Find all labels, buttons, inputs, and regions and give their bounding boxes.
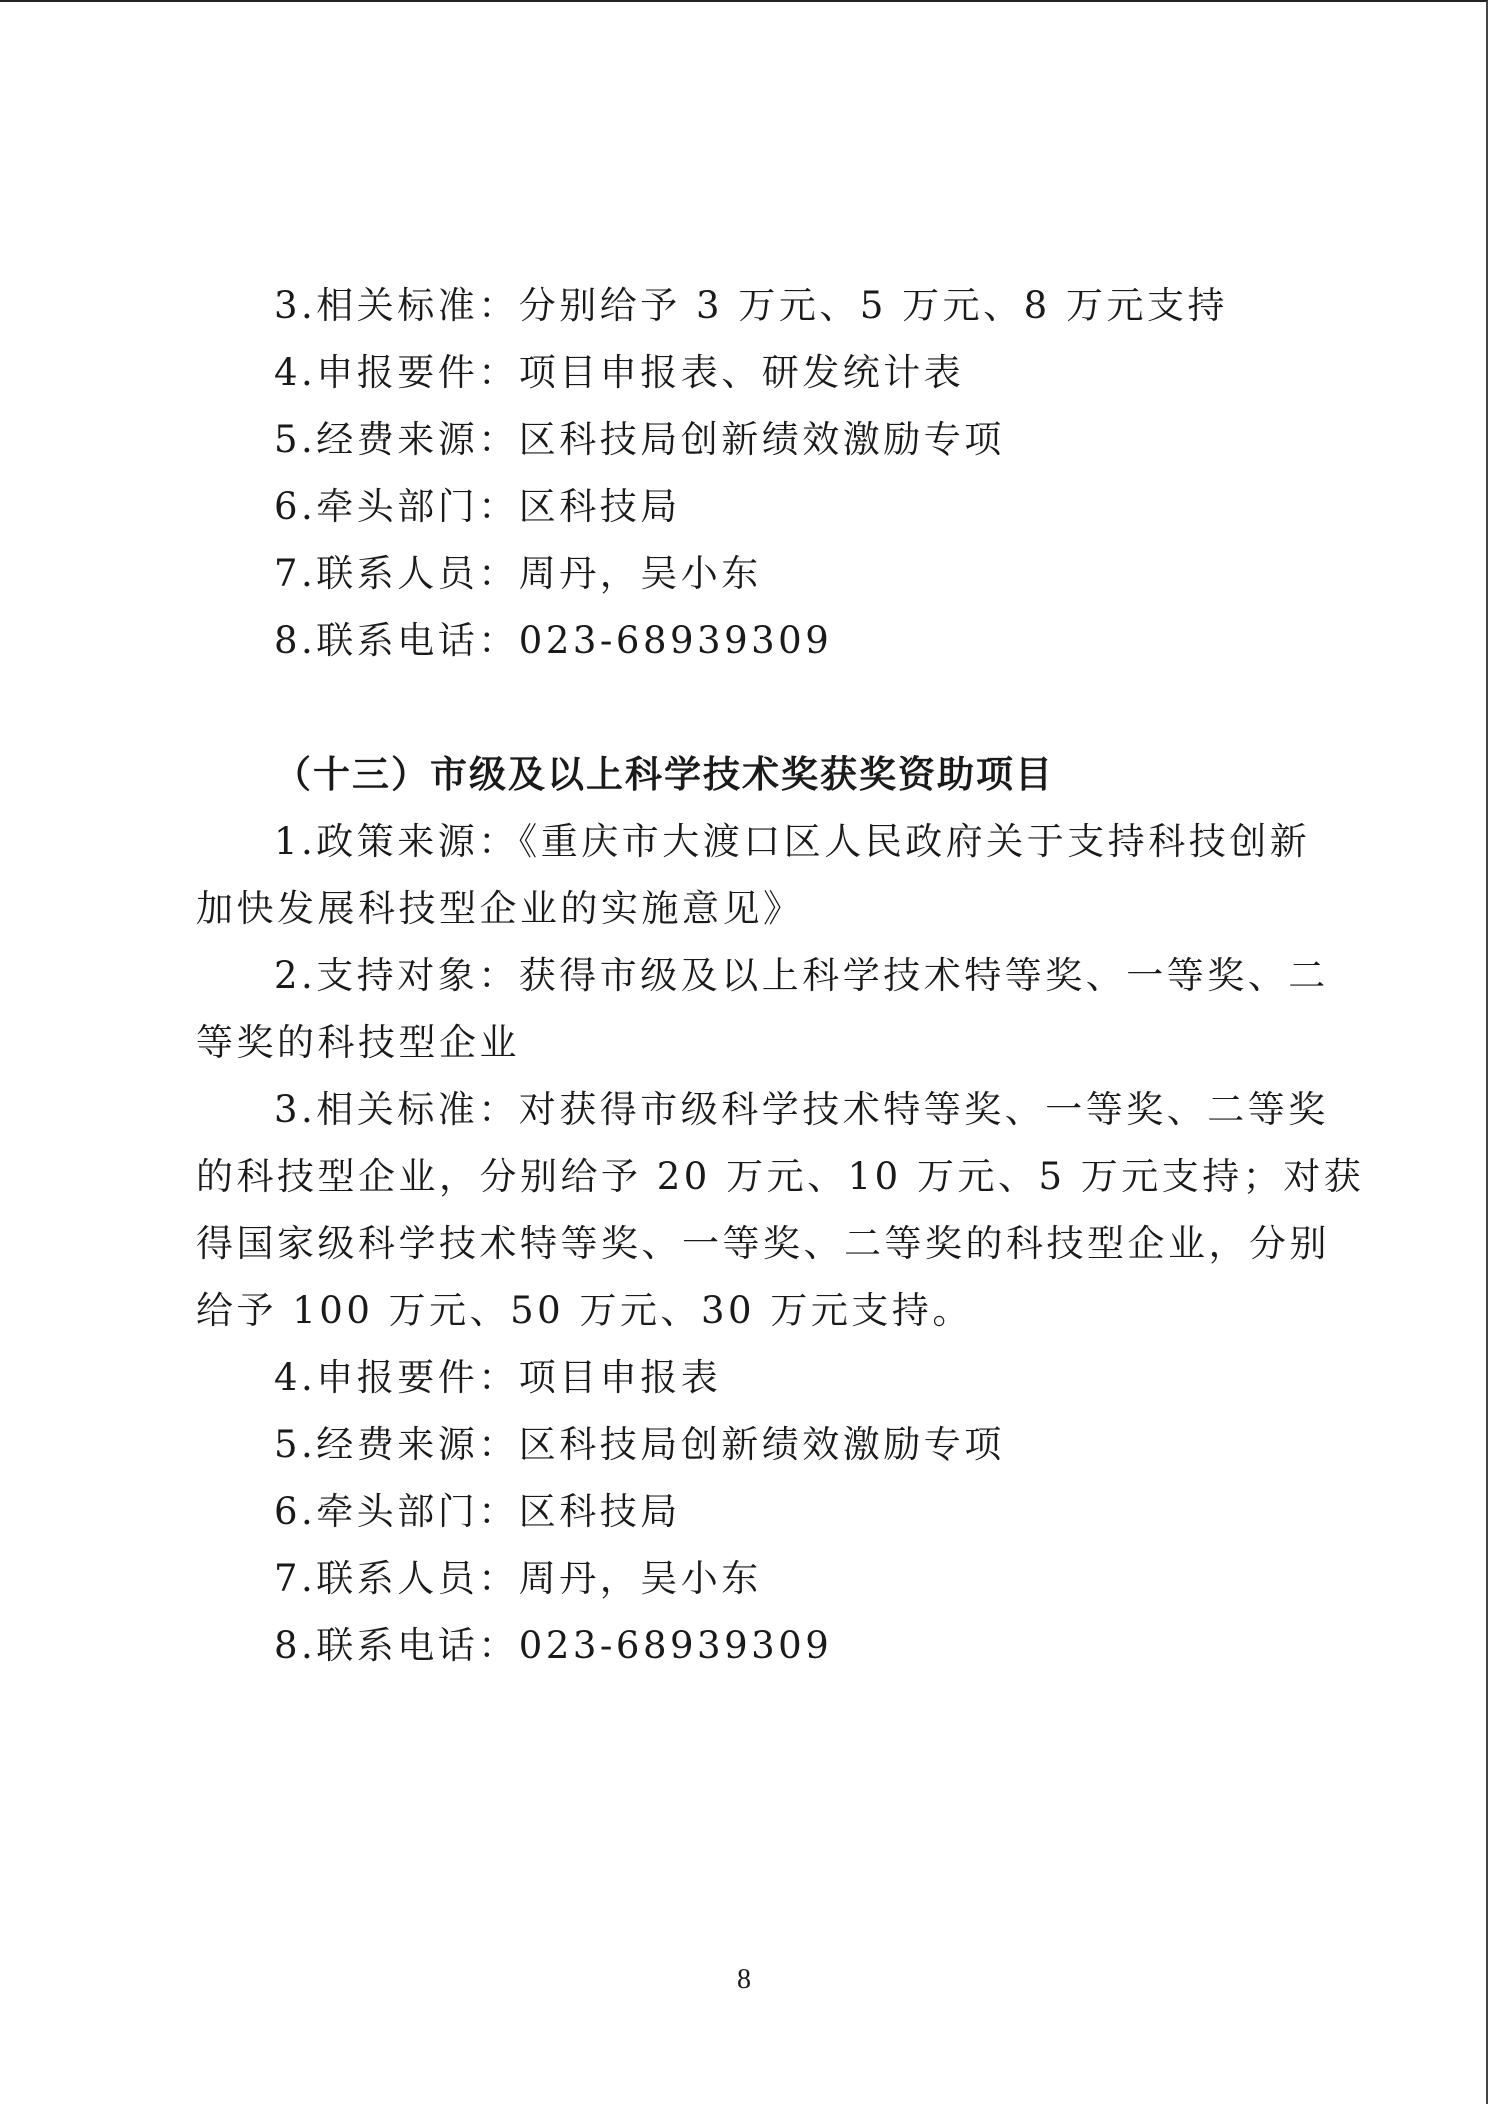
- policy-line-2: 加快发展科技型企业的实施意见》: [196, 887, 804, 930]
- section-funding: 5.经费来源：区科技局创新绩效激励专项: [274, 1423, 1005, 1466]
- standard-line-4: 给予 100 万元、50 万元、30 万元支持。: [196, 1289, 973, 1332]
- section-contacts: 7.联系人员：周丹，吴小东: [274, 1557, 762, 1600]
- page-number: 8: [737, 1964, 751, 1995]
- target-line-2: 等奖的科技型企业: [196, 1021, 520, 1064]
- section-department: 6.牵头部门：区科技局: [274, 1490, 681, 1533]
- block1-department: 6.牵头部门：区科技局: [274, 485, 681, 528]
- standard-line-1: 3.相关标准：对获得市级科学技术特等奖、一等奖、二等奖: [274, 1088, 1329, 1131]
- standard-line-3: 得国家级科学技术特等奖、一等奖、二等奖的科技型企业，分别: [196, 1222, 1330, 1265]
- policy-line-1: 1.政策来源：《重庆市大渡口区人民政府关于支持科技创新: [274, 820, 1311, 863]
- block1-funding: 5.经费来源：区科技局创新绩效激励专项: [274, 418, 1005, 461]
- standard-line-2: 的科技型企业，分别给予 20 万元、10 万元、5 万元支持；对获: [196, 1155, 1365, 1198]
- block1-contacts: 7.联系人员：周丹，吴小东: [274, 552, 762, 595]
- block1-phone: 8.联系电话：023-68939309: [274, 619, 833, 662]
- page-content: [196, 272, 1365, 1679]
- section-heading: （十三）市级及以上科学技术奖获奖资助项目: [274, 753, 1054, 796]
- section-materials: 4.申报要件：项目申报表: [274, 1356, 722, 1399]
- block1-materials: 4.申报要件：项目申报表、研发统计表: [274, 351, 965, 394]
- section-phone: 8.联系电话：023-68939309: [274, 1624, 833, 1667]
- block1-standard: 3.相关标准：分别给予 3 万元、5 万元、8 万元支持: [274, 284, 1228, 327]
- target-line-1: 2.支持对象：获得市级及以上科学技术特等奖、一等奖、二: [274, 954, 1329, 997]
- paragraph-gap: [196, 674, 1296, 741]
